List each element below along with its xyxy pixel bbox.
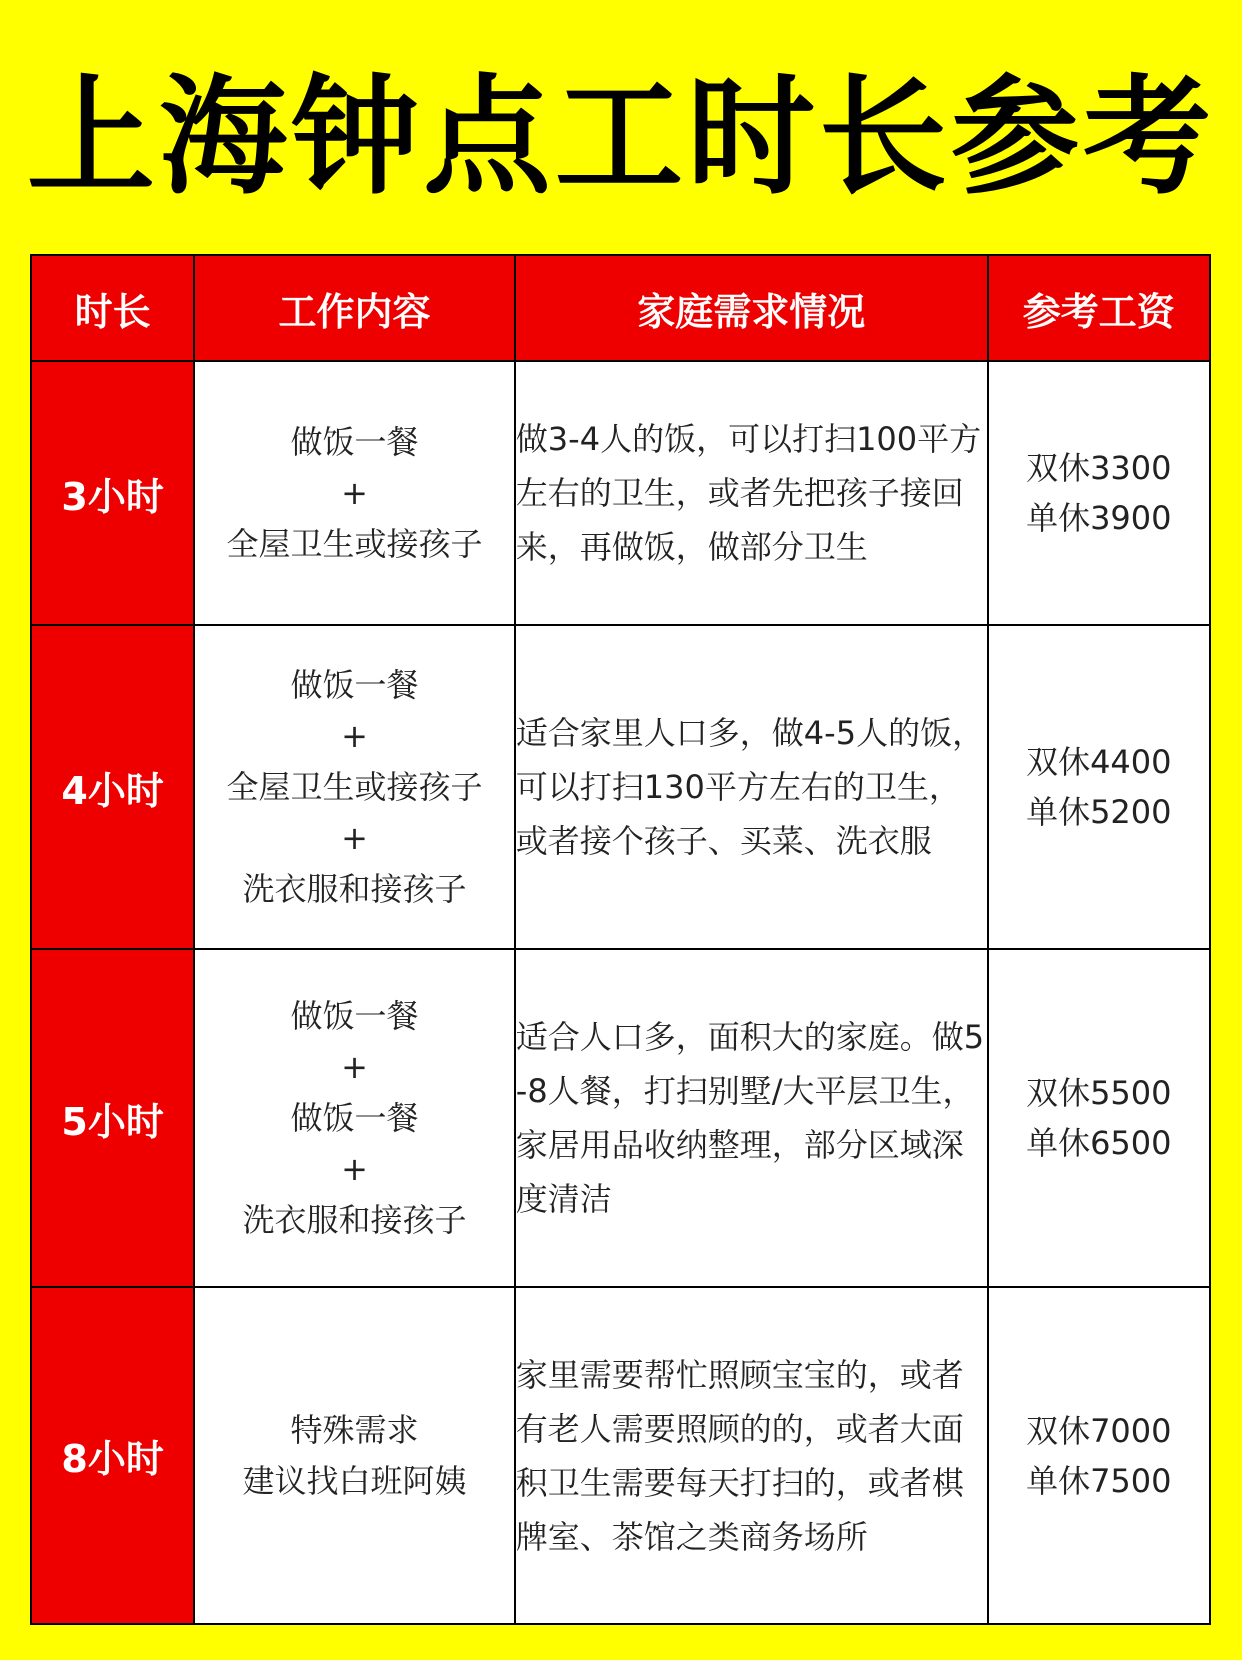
wage-cell (988, 625, 1210, 949)
need-cell (515, 1287, 988, 1624)
wage-line: 双休3300 (1026, 449, 1172, 487)
work-line: 做饭一餐 (290, 422, 419, 461)
work-line: + (341, 818, 368, 857)
work-line: + (341, 716, 368, 755)
table-row (31, 949, 1210, 1287)
work-line: 建议找白班阿姨 (242, 1461, 467, 1500)
duration-cell: 5小时 (31, 949, 194, 1287)
need-text: 适合人口多，面积大的家庭。做5-8人餐，打扫别墅/大平层卫生，家居用品收纳整理，部分区域深度清洁 (515, 1018, 985, 1218)
wage-line: 单休5200 (1026, 793, 1172, 831)
work-line: 洗衣服和接孩子 (242, 1200, 467, 1239)
work-line: 特殊需求 (290, 1410, 419, 1449)
wage-line: 双休5500 (1026, 1074, 1172, 1112)
work-line: 洗衣服和接孩子 (242, 869, 467, 908)
need-text: 适合家里人口多，做4-5人的饭，可以打扫130平方左右的卫生，或者接个孩子、买菜、洗衣服 (515, 714, 985, 860)
header-need: 家庭需求情况 (515, 255, 988, 361)
wage-cell (988, 361, 1210, 625)
duration-cell: 3小时 (31, 361, 194, 625)
reference-table (30, 254, 1211, 1625)
table-row (31, 1287, 1210, 1624)
work-line: + (341, 1047, 368, 1086)
wage-line: 单休3900 (1026, 499, 1172, 537)
wage-line: 单休6500 (1026, 1124, 1172, 1162)
need-text: 家里需要帮忙照顾宝宝的，或者有老人需要照顾的的，或者大面积卫生需要每天打扫的，或者棋牌室、茶馆之类商务场所 (515, 1355, 964, 1556)
work-cell (194, 625, 515, 949)
need-cell (515, 949, 988, 1287)
wage-line: 双休4400 (1026, 743, 1172, 781)
duration-cell: 4小时 (31, 625, 194, 949)
duration-cell: 8小时 (31, 1287, 194, 1624)
work-line: + (341, 473, 368, 512)
work-cell (194, 949, 515, 1287)
work-line: 做饭一餐 (290, 665, 419, 704)
need-text: 做3-4人的饭，可以打扫100平方左右的卫生，或者先把孩子接回来，再做饭，做部分卫生 (515, 420, 982, 566)
table-row (31, 361, 1210, 625)
need-cell (515, 361, 988, 625)
work-line: 全屋卫生或接孩子 (226, 524, 483, 563)
wage-cell (988, 1287, 1210, 1624)
wage-cell (988, 949, 1210, 1287)
need-cell (515, 625, 988, 949)
work-line: 做饭一餐 (290, 1098, 419, 1137)
work-cell (194, 1287, 515, 1624)
work-cell (194, 361, 515, 625)
table-header-row (31, 255, 1210, 361)
work-line: + (341, 1149, 368, 1188)
header-work: 工作内容 (194, 255, 515, 361)
wage-line: 单休7500 (1026, 1461, 1172, 1500)
table-row (31, 625, 1210, 949)
header-wage: 参考工资 (988, 255, 1210, 361)
wage-line: 双休7000 (1026, 1411, 1172, 1450)
work-line: 做饭一餐 (290, 996, 419, 1035)
header-duration: 时长 (31, 255, 194, 361)
work-line: 全屋卫生或接孩子 (226, 767, 483, 806)
page-title: 上海钟点工时长参考 (26, 63, 1215, 212)
